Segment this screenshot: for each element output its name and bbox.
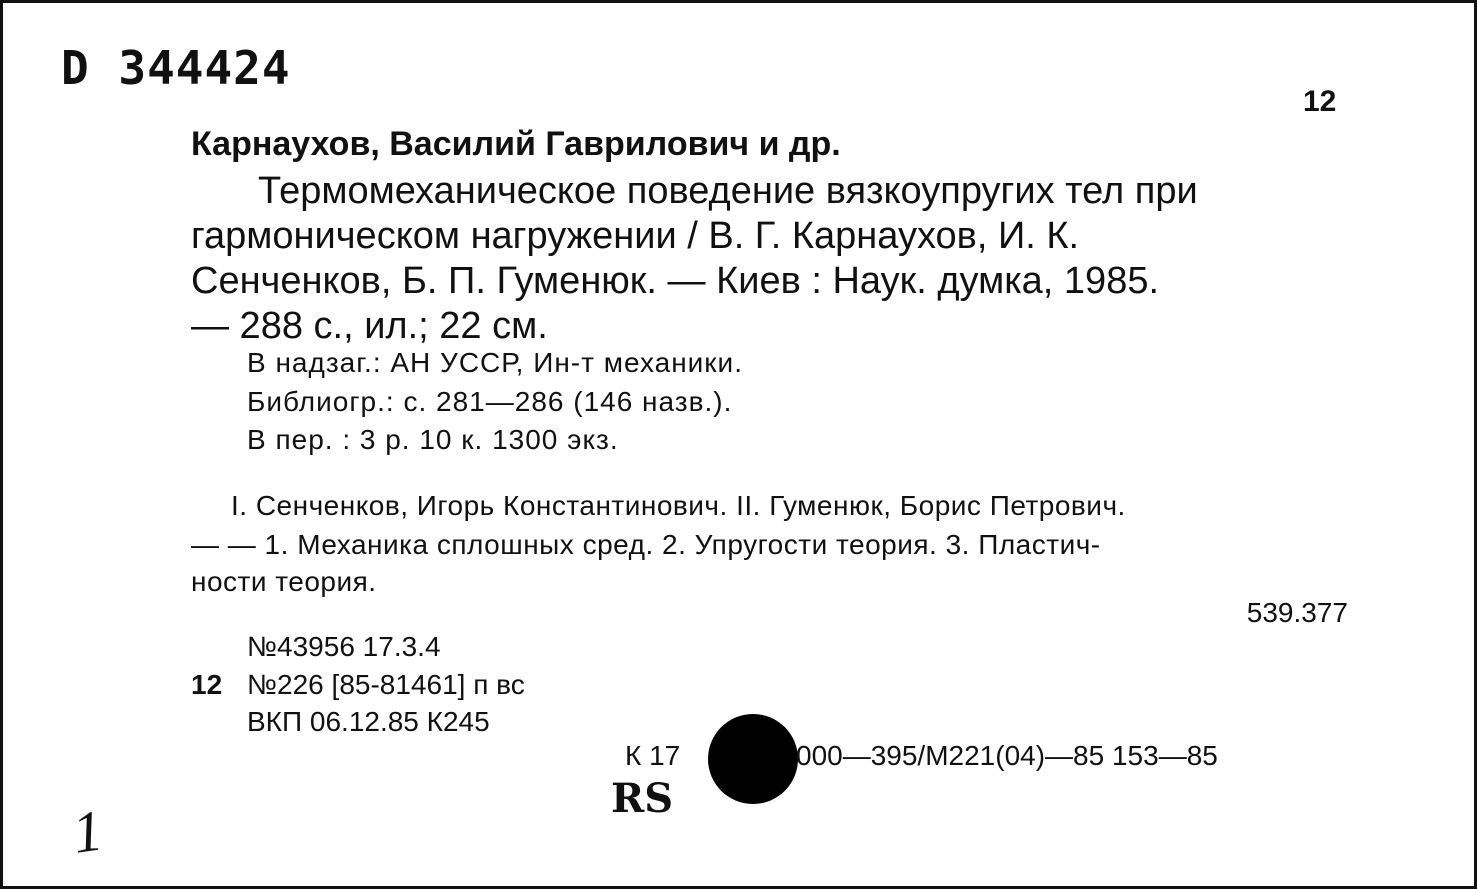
registry-line: ВКП 06.12.85 К245 <box>247 706 490 737</box>
card-id: D 344424 <box>61 41 291 95</box>
shelf-mark-bottom: 12 <box>191 669 223 700</box>
classification-code-left: К 17 <box>625 740 681 771</box>
handwritten-mark: 1 <box>68 797 107 866</box>
registry-line: №43956 17.3.4 <box>247 631 441 662</box>
title-line: Сенченков, Б. П. Гуменюк. — Киев : Наук. думка, 1985. <box>191 260 1160 302</box>
title-line: — 288 с., ил.; 22 см. <box>191 305 548 347</box>
author-heading: Карнаухов, Василий Гаврилович и др. <box>191 125 841 163</box>
classification-code-right: 000—395/М221(04)—85 153—85 <box>796 740 1218 771</box>
title-line: гармоническом нагружении / В. Г. Карнаухов, И. К. <box>191 215 1080 257</box>
tracing-line: ности теория. <box>191 566 377 597</box>
title-line: Термомеханическое поведение вязкоупругих тел при <box>258 170 1198 212</box>
registry-line: №226 [85-81461] п вс <box>247 669 525 700</box>
note-line: Библиогр.: с. 281—286 (146 назв.). <box>247 386 733 417</box>
punch-hole <box>708 714 798 804</box>
tracing-line: — — 1. Механика сплошных сред. 2. Упругости теория. 3. Пластич- <box>191 529 1101 560</box>
tracing-line: I. Сенченков, Игорь Константинович. II. Гуменюк, Борис Петрович. <box>231 490 1126 521</box>
note-line: В надзаг.: АН УССР, Ин-т механики. <box>247 347 743 378</box>
rs-stamp: RS <box>611 775 674 822</box>
shelf-mark-top: 12 <box>1303 85 1337 118</box>
note-line: В пер. : 3 р. 10 к. 1300 экз. <box>247 424 619 455</box>
udc-number: 539.377 <box>1246 597 1348 628</box>
